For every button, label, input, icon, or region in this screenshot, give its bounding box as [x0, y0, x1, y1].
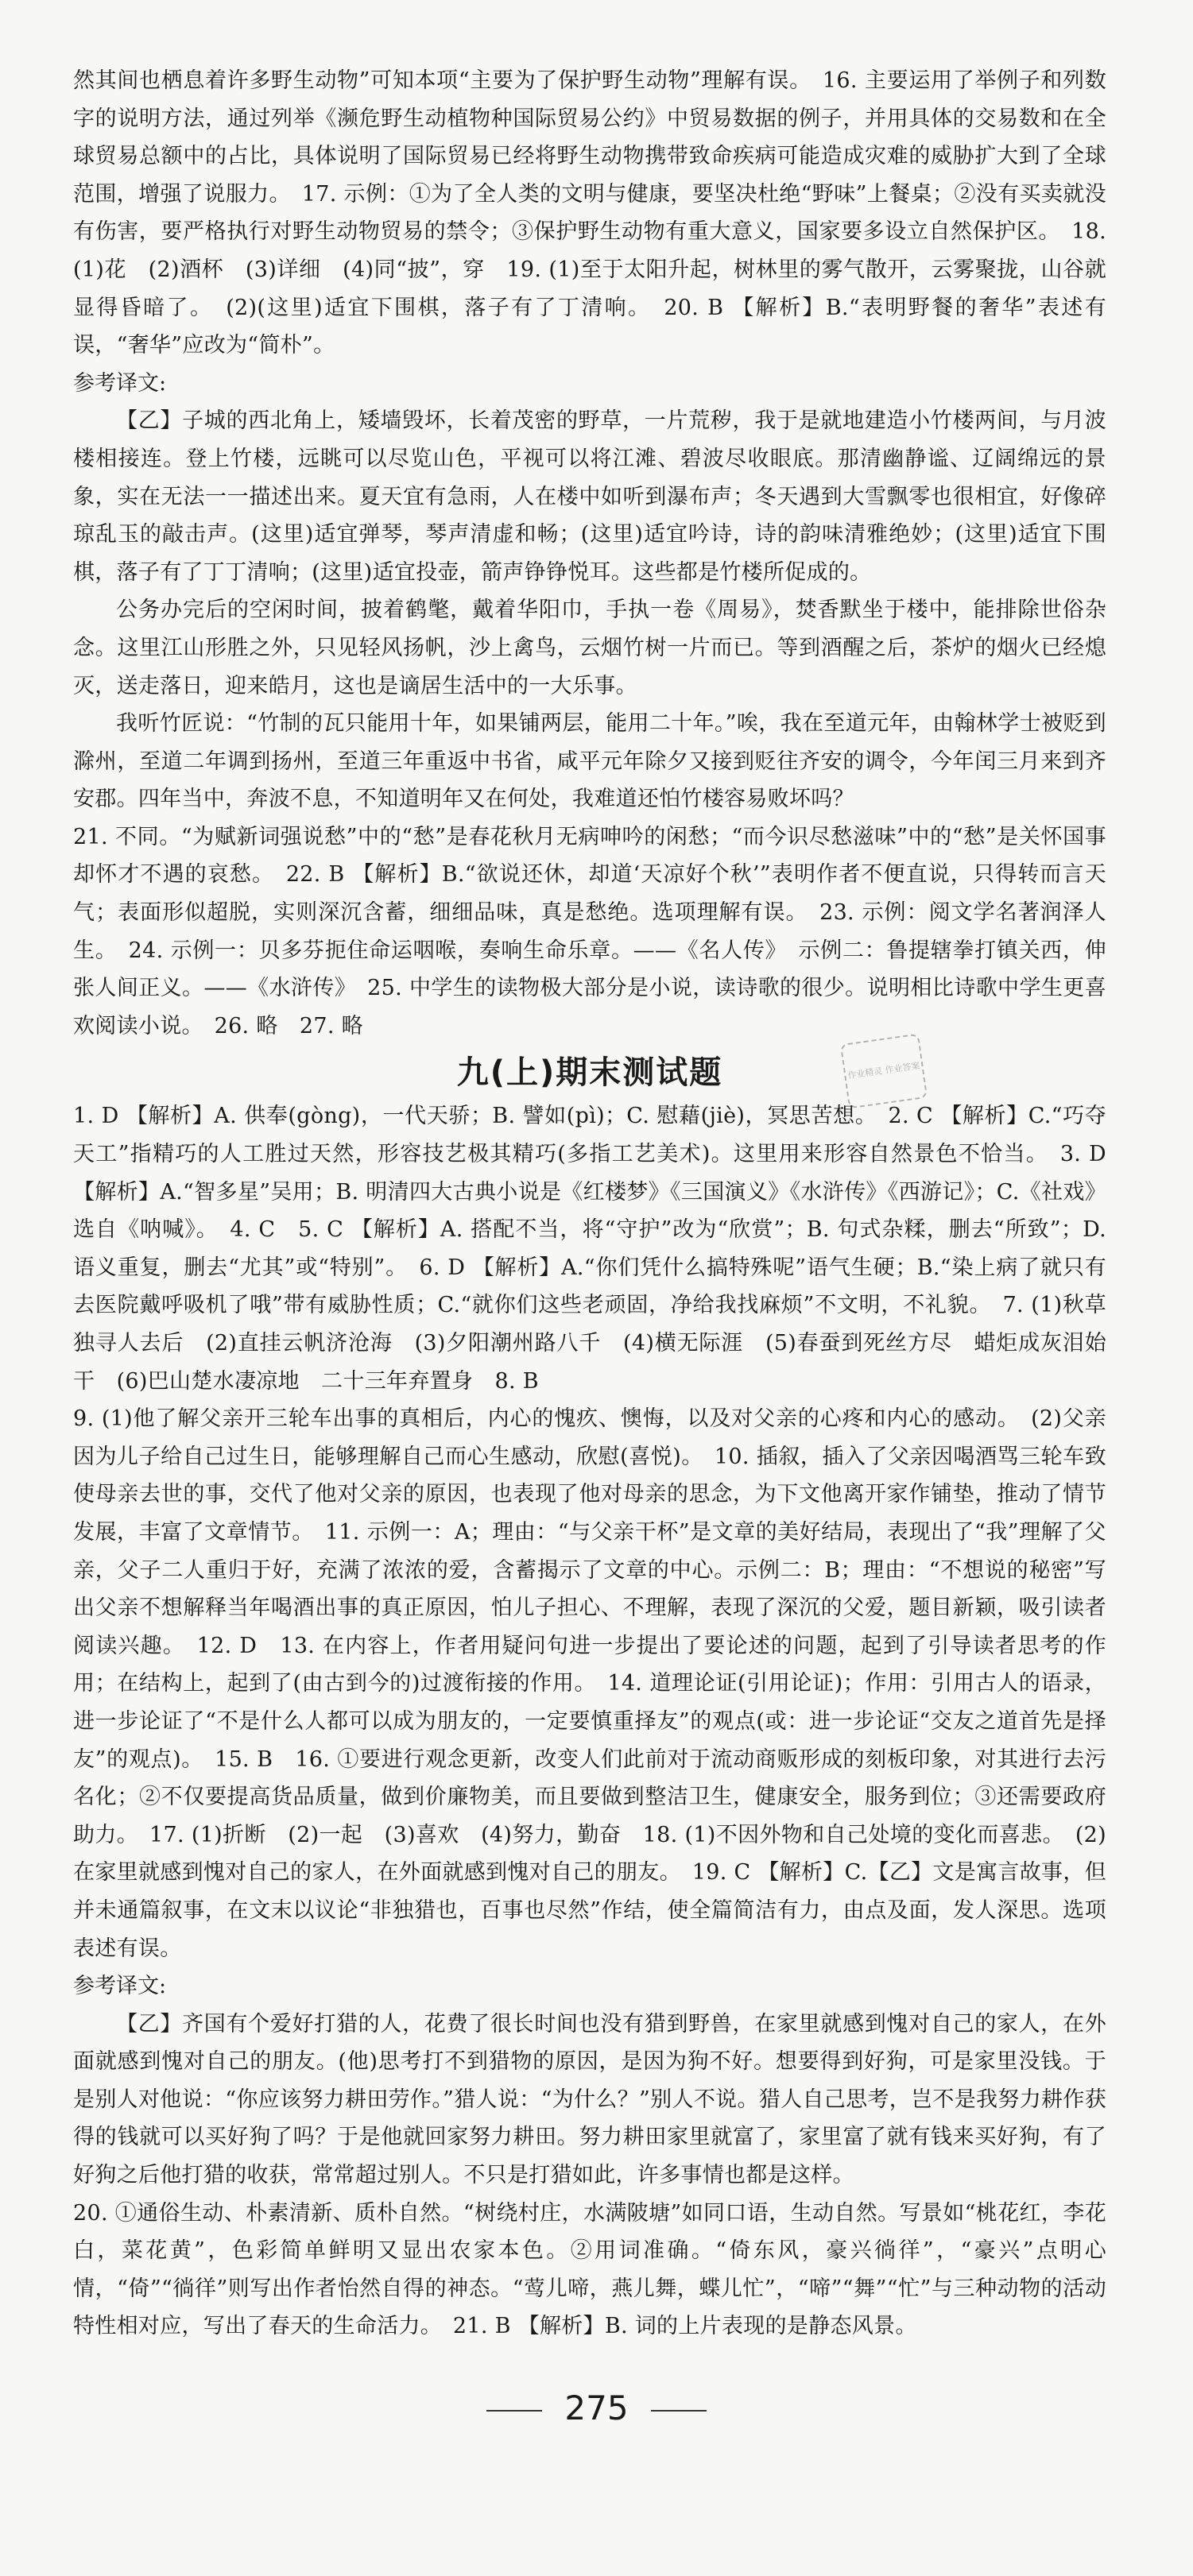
answer-page — [73, 62, 1106, 2346]
translation-paragraph: 【乙】子城的西北角上，矮墙毁坏，长着茂密的野草，一片荒秽，我于是就地建造小竹楼两间，与月波楼相接连。登上竹楼，远眺可以尽览山色，平视可以将江滩、碧波尽收眼底。那清幽静谧、辽阔绵远的景象，实在无法一一描述出来。夏天宜有急雨，人在楼中如听到瀑布声；冬天遇到大雪飘零也很相宜，好像碎琼乱玉的敲击声。(这里)适宜弹琴，琴声清虚和畅；(这里)适宜吟诗，诗的韵味清雅绝妙；(这里)适宜下围棋，落子有了丁丁清响；(这里)适宜投壶，箭声铮铮悦耳。这些都是竹楼所促成的。 — [73, 408, 1106, 585]
section-title-text: 九(上)期末测试题 — [456, 1054, 723, 1092]
translation-paragraph: 我听竹匠说：“竹制的瓦只能用十年，如果铺两层，能用二十年。”唉，我在至道元年，由翰林学士被贬到滁州，至道二年调到扬州，至道三年重返中书省，咸平元年除夕又接到贬往齐安的调令，今年闰三月来到齐安郡。四年当中，奔波不息，不知道明年又在何处，我难道还怕竹楼容易败坏吗？ — [73, 711, 1106, 812]
section-title — [73, 1050, 1106, 1096]
page-number-dash-right — [651, 2410, 707, 2412]
answers-exam: 1. D 【解析】A. 供奉(gòng)，一代天骄；B. 譬如(pì)；C. 慰藉(jiè)，冥思苦想。 2. C 【解析】C.“巧夺天工”指精巧的人工胜过天然，形容技艺极其精巧(多指工艺美术)。这里用来形容自然景色不恰当。 3. D 【解析】A.“智多星”吴用；B. 明清四大古典小说是《红楼梦》《三国演义》《水浒传》《西游记》；C.《社戏》选自《呐喊》。 4. C 5. C 【解析】A. 搭配不当，将“守护”改为“欣赏”；B. 句式杂糅，删去“所致”；D. 语义重复，删去“尤其”或“特别”。 6. D 【解析】A.“你们凭什么搞特殊呢”语气生硬；B.“染上病了就只有去医院戴呼吸机了哦”带有威胁性质；C.“就你们这些老顽固，净给我找麻烦”不文明，不礼貌。 7. (1)秋草独寻人去后 (2)直挂云帆济沧海 (3)夕阳潮州路八千 (4)横无际涯 (5)春蚕到死丝方尽 蜡炬成灰泪始干 (6)巴山楚水凄凉地 二十三年弃置身 8. B — [73, 1104, 1106, 1394]
page-number-text: 275 — [564, 2388, 629, 2427]
page-number-dash-left — [486, 2410, 542, 2412]
translation-label: 参考译文: — [73, 1974, 167, 1999]
answers-question-20: 20. ①通俗生动、朴素清新、质朴自然。“树绕村庄，水满陂塘”如同口语，生动自然。写景如“桃花红，李花白，菜花黄”，色彩简单鲜明又显出农家本色。②用词准确。“倚东风，豪兴徜徉”，“豪兴”点明心情，“倚”“徜徉”则写出作者怡然自得的神态。“莺儿啼，燕儿舞，蝶儿忙”，“啼”“舞”“忙”与三种动物的活动特性相对应，写出了春天的生命活力。 21. B 【解析】B. 词的上片表现的是静态风景。 — [73, 2200, 1106, 2339]
watermark-stamp: 作业精灵 作业答案 — [840, 1034, 928, 1109]
translation-label: 参考译文: — [73, 370, 167, 396]
page-number — [0, 2388, 1193, 2428]
answers-question-9: 9. (1)他了解父亲开三轮车出事的真相后，内心的愧疚、懊悔，以及对父亲的心疼和内心的感动。 (2)父亲因为儿子给自己过生日，能够理解自己而心生感动，欣慰(喜悦)。 10. 插叙，插入了父亲因喝酒骂三轮车致使母亲去世的事，交代了他对父亲的原因，也表现了他对母亲的思念，为下文他离开家作铺垫，推动了情节发展，丰富了文章情节。 11. 示例一：A；理由：“与父亲干杯”是文章的美好结局，表现出了“我”理解了父亲，父子二人重归于好，充满了浓浓的爱，含蓄揭示了文章的中心。示例二：B；理由：“不想说的秘密”写出父亲不想解释当年喝酒出事的真正原因，怕儿子担心、不理解，表现了深沉的父爱，题目新颖，吸引读者阅读兴趣。 12. D 13. 在内容上，作者用疑问句进一步提出了要论述的问题，起到了引导读者思考的作用；在结构上，起到了(由古到今的)过渡衔接的作用。 14. 道理论证(引用论证)；作用：引用古人的语录，进一步论证了“不是什么人都可以成为朋友的，一定要慎重择友”的观点(或：进一步论证“交友之道首先是择友”的观点)。 15. B 16. ①要进行观念更新，改变人们此前对于流动商贩形成的刻板印象，对其进行去污名化；②不仅要提高货品质量，做到价廉物美，而且要做到整洁卫生，健康安全，服务到位；③还需要政府助力。 17. (1)折断 (2)一起 (3)喜欢 (4)努力，勤奋 18. (1)不因外物和自己处境的变化而喜悲。 (2)在家里就感到愧对自己的家人，在外面就感到愧对自己的朋友。 19. C 【解析】C.【乙】文是寓言故事，但并未通篇叙事，在文末以议论“非独猎也，百事也尽然”作结，使全篇简洁有力，由点及面，发人深思。选项表述有误。 — [73, 1406, 1106, 1961]
answers-mid: 21. 不同。“为赋新词强说愁”中的“愁”是春花秋月无病呻吟的闲愁；“而今识尽愁滋味”中的“愁”是关怀国事却怀才不遇的哀愁。 22. B 【解析】B.“欲说还休，却道‘天凉好个秋’”表明作者不便直说，只得转而言天气；表面形似超脱，实则深沉含蓄，细细品味，真是愁绝。选项理解有误。 23. 示例：阅文学名著润泽人生。 24. 示例一：贝多芬扼住命运咽喉，奏响生命乐章。——《名人传》 示例二：鲁提辖拳打镇关西，伸张人间正义。——《水浒传》 25. 中学生的读物极大部分是小说，读诗歌的很少。说明相比诗歌中学生更喜欢阅读小说。 26. 略 27. 略 — [73, 824, 1106, 1039]
answers-top: 然其间也栖息着许多野生动物”可知本项“主要为了保护野生动物”理解有误。 16. 主要运用了举例子和列数字的说明方法，通过列举《濒危野生动植物种国际贸易公约》中贸易数据的例子，并用具体的交易数和在全球贸易总额中的占比，具体说明了国际贸易已经将野生动物携带致命疾病可能造成灾难的威胁扩大到了全球范围，增强了说服力。 17. 示例：①为了全人类的文明与健康，要坚决杜绝“野味”上餐桌；②没有买卖就没有伤害，要严格执行对野生动物贸易的禁令；③保护野生动物有重大意义，国家要多设立自然保护区。 18. (1)花 (2)酒杯 (3)详细 (4)同“披”，穿 19. (1)至于太阳升起，树林里的雾气散开，云雾聚拢，山谷就显得昏暗了。 (2)(这里)适宜下围棋，落子有了丁清响。 20. B 【解析】B.“表明野餐的奢华”表述有误，“奢华”应改为“简朴”。 — [73, 68, 1106, 358]
translation-paragraph: 公务办完后的空闲时间，披着鹤氅，戴着华阳巾，手执一卷《周易》，焚香默坐于楼中，能排除世俗杂念。这里江山形胜之外，只见轻风扬帆，沙上禽鸟，云烟竹树一片而已。等到酒醒之后，茶炉的烟火已经熄灭，送走落日，迎来皓月，这也是谪居生活中的一大乐事。 — [73, 598, 1106, 698]
translation-paragraph: 【乙】齐国有个爱好打猎的人，花费了很长时间也没有猎到野兽，在家里就感到愧对自己的家人，在外面就感到愧对自己的朋友。(他)思考打不到猎物的原因，是因为狗不好。想要得到好狗，可是家里没钱。于是别人对他说：“你应该努力耕田劳作。”猎人说：“为什么？”别人不说。猎人自己思考，岂不是我努力耕作获得的钱就可以买好狗了吗？于是他就回家努力耕田。努力耕田家里就富了，家里富了就有钱来买好狗，有了好狗之后他打猎的收获，常常超过别人。不只是打猎如此，许多事情也都是这样。 — [73, 2011, 1106, 2188]
